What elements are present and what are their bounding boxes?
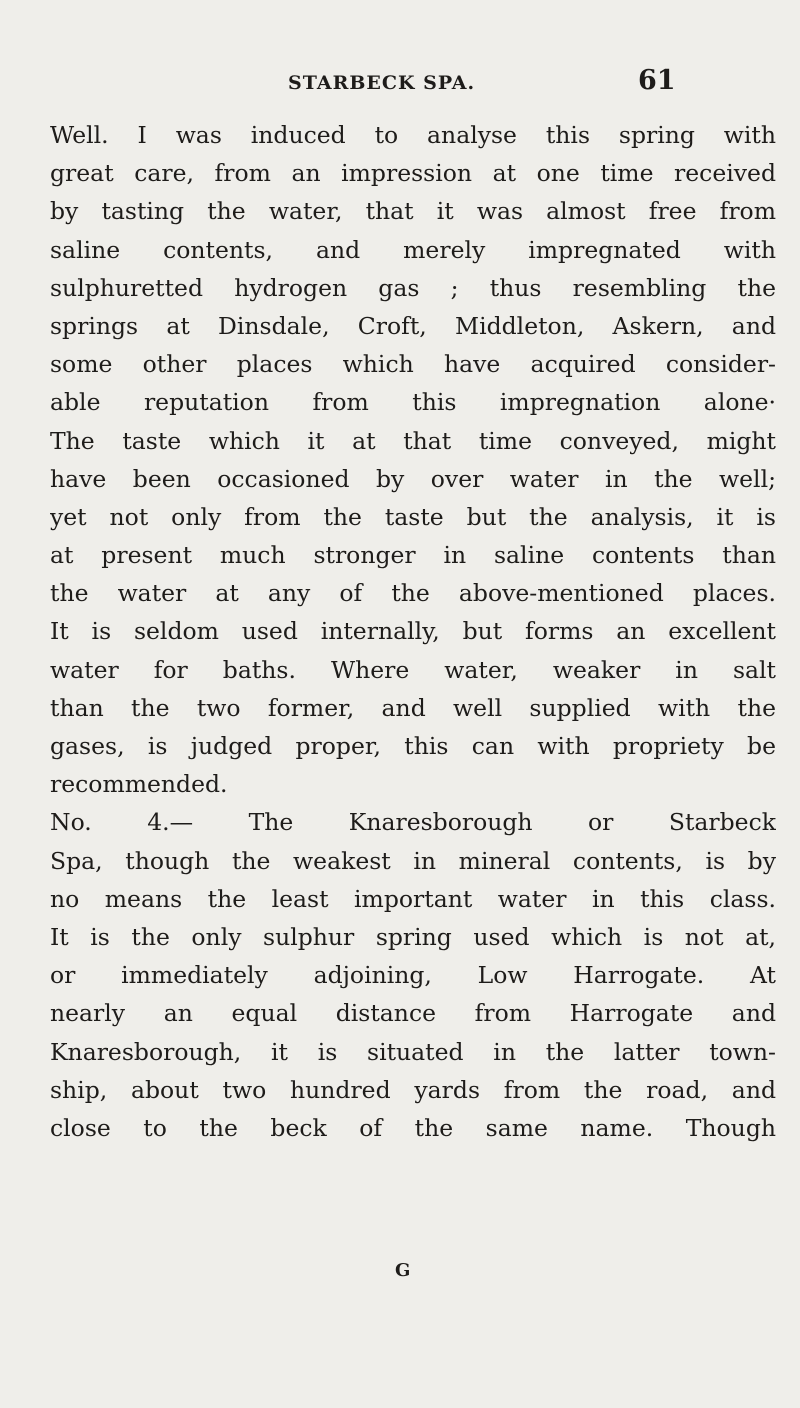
text-line: the water at any of the above-mentioned places. — [50, 579, 776, 608]
running-head — [0, 62, 800, 102]
text-line: at present much stronger in saline contents than — [50, 541, 776, 570]
body-text — [50, 116, 776, 1147]
running-title: STARBECK SPA. — [288, 72, 476, 94]
text-line: than the two former, and well supplied with the — [50, 693, 776, 722]
text-line: by tasting the water, that it was almost free from — [50, 197, 776, 226]
text-line: Well. I was induced to analyse this spring with — [50, 121, 776, 149]
text-line: yet not only from the taste but the analysis, it is — [50, 502, 776, 531]
text-line: It is the only sulphur spring used which is not at, — [50, 922, 776, 951]
page-number: 61 — [638, 65, 676, 96]
text-line: Spa, though the weakest in mineral contents, is by — [50, 846, 776, 875]
text-line: or immediately adjoining, Low Harrogate. At — [50, 961, 776, 990]
text-line: recommended. — [50, 770, 228, 799]
text-line: have been occasioned by over water in the well; — [50, 464, 776, 493]
text-line: water for baths. Where water, weaker in salt — [50, 655, 776, 684]
text-line: able reputation from this impregnation alone· — [50, 388, 776, 417]
text-line: gases, is judged proper, this can with propriety be — [50, 732, 776, 760]
signature-mark: G — [395, 1260, 411, 1281]
text-line: The taste which it at that time conveyed, might — [50, 426, 776, 455]
text-line: sulphuretted hydrogen gas ; thus resembling the — [50, 273, 776, 302]
text-line: saline contents, and merely impregnated with — [50, 235, 776, 264]
text-line: It is seldom used internally, but forms an excellent — [50, 617, 776, 646]
text-line: springs at Dinsdale, Croft, Middleton, Askern, and — [50, 311, 776, 340]
text-line: great care, from an impression at one time received — [50, 159, 776, 188]
text-line: no means the least important water in this class. — [50, 884, 776, 913]
text-line: ship, about two hundred yards from the road, and — [50, 1075, 776, 1104]
text-line: Knaresborough, it is situated in the latter town- — [50, 1037, 776, 1066]
section-heading-line: No. 4.— The Knaresborough or Starbeck — [50, 808, 776, 837]
text-line: nearly an equal distance from Harrogate and — [50, 999, 776, 1028]
text-line: close to the beck of the same name. Though — [50, 1113, 776, 1142]
text-line: some other places which have acquired consider- — [50, 350, 776, 379]
